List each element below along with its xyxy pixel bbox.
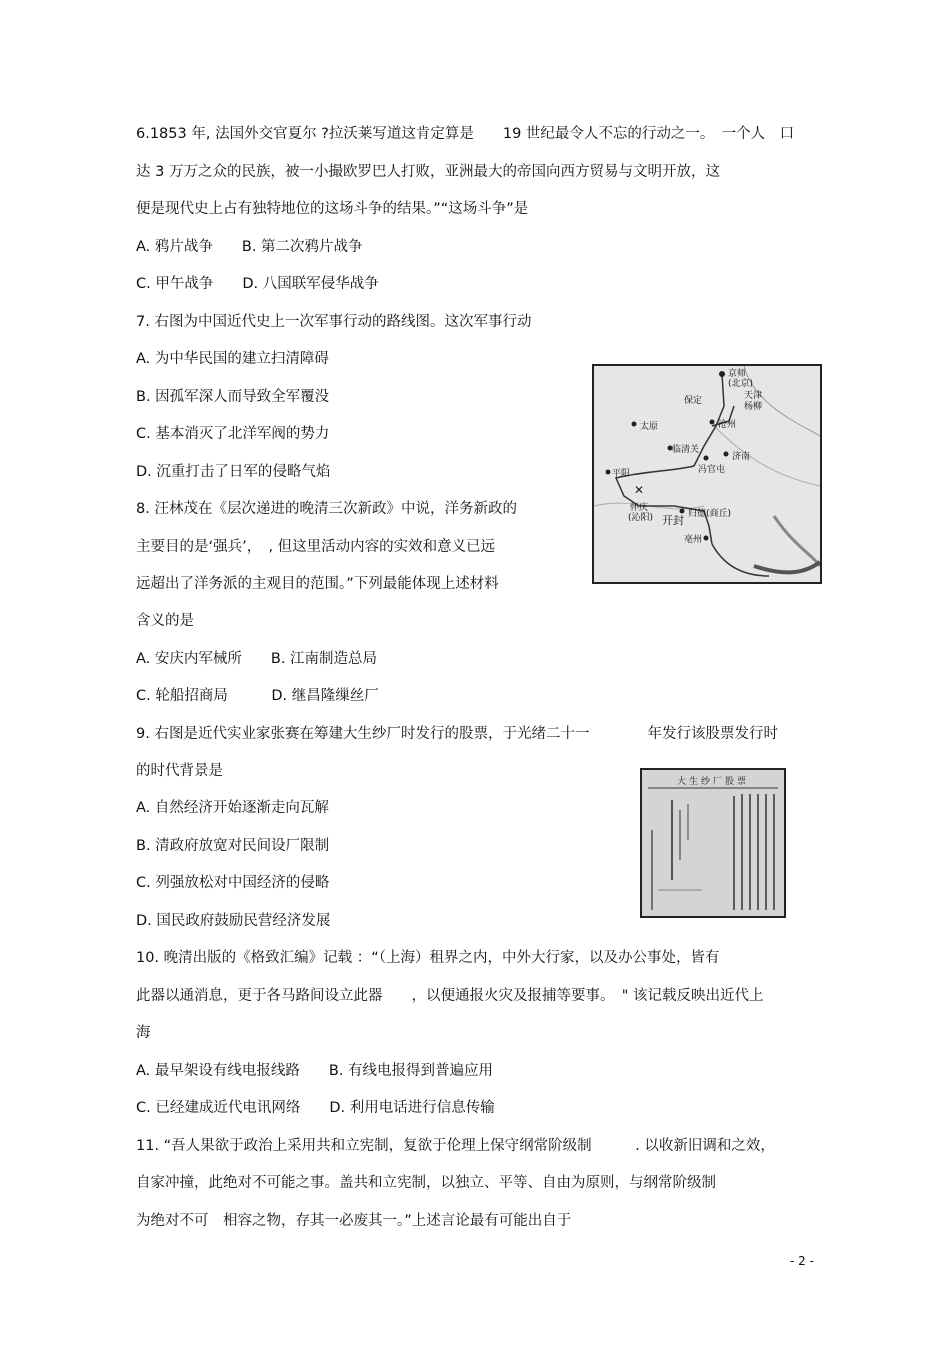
dasheng-stock-certificate [640,768,786,918]
map-label-fengguantun: 冯官屯 [698,465,726,475]
q10-options-cd: C. 已经建成近代电讯网络 D. 利用电话进行信息传输 [136,1100,495,1116]
q10-stem-line1: 10. 晚清出版的《格致汇编》记载 ：“（上海）租界之内，中外大行家，以及办公事处，皆有 [136,950,720,966]
map-label-pingyang: 平阳 [612,469,631,479]
map-label-qinyang: (沁阳) [628,513,654,523]
q9-option-d: D. 国民政府鼓励民营经济发展 [136,913,331,929]
map-label-taiyuan: 太原 [640,422,659,432]
q9-option-b: B. 清政府放宽对民间设厂限制 [136,838,330,854]
q10-options-ab: A. 最早架设有线电报线路 B. 有线电报得到普遍应用 [136,1063,494,1079]
q6-options-ab: A. 鸦片战争 B. 第二次鸦片战争 [136,239,363,255]
map-label-jingshi: 京师 [728,369,747,379]
page-number: - 2 - [790,1254,814,1268]
q9-stem-line1: 9. 右图是近代实业家张赛在筹建大生纱厂时发行的股票，于光绪二十一 年发行该股票发行时 [136,726,778,742]
q11-stem-line2: 自家冲撞，此绝对不可能之事。盖共和立宪制，以独立、平等、自由为原则，与纲常阶级制 [136,1175,716,1191]
q8-stem-line4: 含义的是 [136,613,194,629]
q8-options-cd: C. 轮船招商局 D. 继昌隆缫丝厂 [136,688,379,704]
q7-option-a: A. 为中华民国的建立扫清障碍 [136,351,329,367]
map-label-cangzhou: 沧州 [718,420,737,430]
map-label-beijing: (北京) [728,379,754,389]
map-label-bozhou: 亳州 [684,535,703,545]
q7-option-c: C. 基本消灭了北洋军阀的势力 [136,426,330,442]
map-label-linqingguan: 临清关 [672,445,700,455]
q11-stem-line3: 为绝对不可 相容之物，存其一必废其一。”上述言论最有可能出自于 [136,1213,572,1229]
q10-stem-line3: 海 [136,1025,151,1041]
q6-options-cd: C. 甲午战争 D. 八国联军侵华战争 [136,276,379,292]
map-label-huaiqing: 怀庆 [630,503,649,513]
map-label-tianjin: 天津 [744,391,763,401]
map-label-yangliu: 杨柳 [744,402,763,412]
q10-stem-line2: 此器以通消息，更于各马路间设立此器 ，以便通报火灾及报捕等要事。 " 该记载反映出近代上 [136,988,764,1004]
q8-options-ab: A. 安庆内军械所 B. 江南制造总局 [136,651,378,667]
q7-option-b: B. 因孤军深人而导致全军覆没 [136,389,330,405]
q6-stem-line3: 便是现代史上占有独特地位的这场斗争的结果。”“这场斗争”是 [136,201,529,217]
q8-stem-line2: 主要目的是‘强兵’， , 但这里活动内容的实效和意义已远 [136,539,496,555]
q8-stem-line1: 8. 汪林茂在《层次递进的晚清三次新政》中说，洋务新政的 [136,501,517,517]
q6-stem-line2: 达 3 万万之众的民族，被一小撮欧罗巴人打败，亚洲最大的帝国向西方贸易与文明开放，这 [136,164,720,180]
q6-stem-line1: 6.1853 年, 法国外交官夏尔 ?拉沃莱写道这肯定算是 19 世纪最令人不忘的行动之一。 一个人 口 [136,126,795,142]
map-label-baoding: 保定 [684,396,703,406]
q7-option-d: D. 沉重打击了日军的侵略气焰 [136,464,331,480]
map-label-kaifeng: 开封 [662,514,684,527]
stock-header: 大生纱厂股票 [676,777,749,787]
q9-option-a: A. 自然经济开始逐渐走向瓦解 [136,800,329,816]
q11-stem-line1: 11. “吾人果欲于政治上采用共和立宪制，复欲于伦理上保守纲常阶级制 . 以收新旧调和之效， [136,1138,775,1154]
q9-stem-line2: 的时代背景是 [136,763,223,779]
stock-drawing [642,770,784,916]
svg-text:✕: ✕ [634,483,645,497]
military-route-map [592,364,822,584]
q9-option-c: C. 列强放松对中国经济的侵略 [136,875,330,891]
map-label-guide: 归德(商丘) [688,509,732,519]
q7-stem: 7. 右图为中国近代史上一次军事行动的路线图。这次军事行动 [136,314,532,330]
map-label-jinan: 济南 [732,452,751,462]
q8-stem-line3: 远超出了洋务派的主观目的范围。”下列最能体现上述材料 [136,576,499,592]
